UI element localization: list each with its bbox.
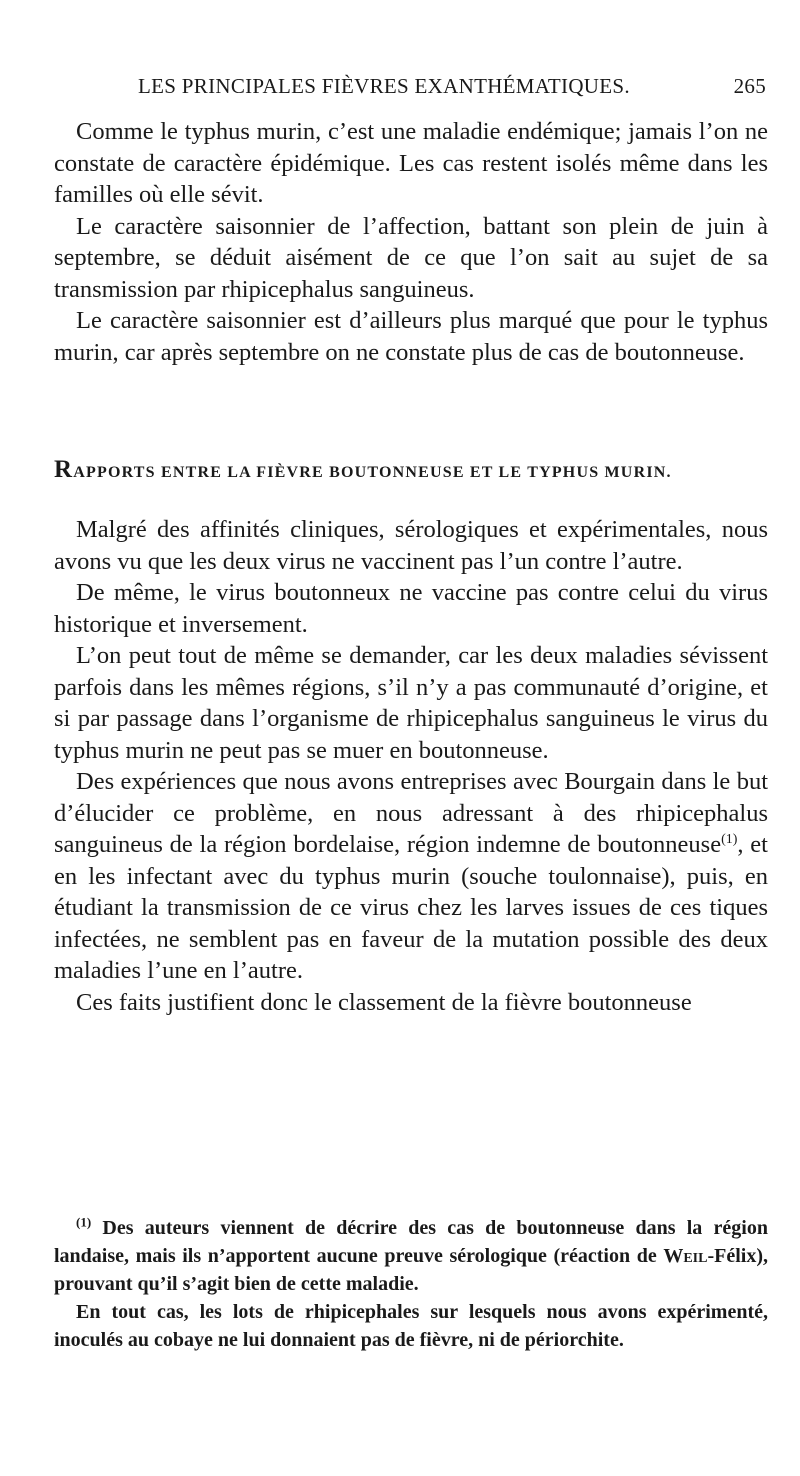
footnote-reference: (1) <box>721 831 738 847</box>
paragraph-seasonal-comparison: Le caractère saisonnier est d’ailleurs plus marqué que pour le typhus murin, car après septembre on ne constate plus de cas de boutonneuse. <box>54 307 768 366</box>
footnote-mark: (1) <box>76 1214 92 1230</box>
body-text-top <box>54 116 768 368</box>
footnote-2: En tout cas, les lots de rhipicephales sur lesquels nous avons expérimenté, inoculés au cobaye ne lui donnaient pas de fièvre, ni de périorchite. <box>54 1301 768 1351</box>
paragraph-vaccine: De même, le virus boutonneux ne vaccine pas contre celui du virus historique et inversement. <box>54 579 768 638</box>
experiments-text-start: Des expériences que nous avons entreprises avec Bourgain dans le but d’élucider ce problème, en nous adressant à des rhipicephalus sanguineus de la région bordelaise, région indemne de boutonneuse <box>54 768 768 858</box>
footnote-1-name: Weil <box>663 1245 708 1267</box>
page-number: 265 <box>733 74 766 98</box>
running-head <box>138 74 766 110</box>
paragraph-affinities: Malgré des affinités cliniques, sérologiques et expérimentales, nous avons vu que les deux virus ne vaccinent pas l’un contre l’autre. <box>54 516 768 575</box>
paragraph-common-origin: L’on peut tout de même se demander, car les deux maladies sévissent parfois dans les mêmes régions, s’il n’y a pas communauté d’origine, et si par passage dans l’organisme de rhipicephalus sanguineus le virus du typhus murin ne peut pas se muer en boutonneuse. <box>54 642 768 764</box>
section-heading-text: APPORTS ENTRE LA FIÈVRE BOUTONNEUSE ET LE TYPHUS MURIN. <box>73 464 672 481</box>
experiments-text-end: , et en les infectant avec du typhus murin (souche toulonnaise), puis, en étudiant la transmission de ce virus chez les larves issues de ces tiques infectées, ne semblent pas en faveur de la mutation possible des deux maladies l’une en l’autre. <box>54 831 768 984</box>
paragraph-endemic: Comme le typhus murin, c’est une maladie endémique; jamais l’on ne constate de caractère épidémique. Les cas restent isolés même dans les familles où elle sévit. <box>54 118 768 208</box>
body-text-bottom <box>54 514 768 1018</box>
footnote-1-text-end: -Félix), prouvant qu’il s’agit bien de cette maladie. <box>54 1245 768 1295</box>
paragraph-experiments <box>54 766 768 987</box>
section-heading-initial: R <box>54 456 74 483</box>
section-heading <box>54 456 768 484</box>
footnote-1 <box>54 1214 768 1298</box>
running-head-title: LES PRINCIPALES FIÈVRES EXANTHÉMATIQUES. <box>138 74 630 98</box>
paragraph-classification: Ces faits justifient donc le classement de la fièvre boutonneuse <box>76 988 692 1016</box>
paragraph-seasonal: Le caractère saisonnier de l’affection, battant son plein de juin à septembre, se déduit aisément de ce que l’on sait au sujet de sa transmission par rhipicephalus sanguineus. <box>54 212 768 303</box>
footnote-1-text-start: Des auteurs viennent de décrire des cas de boutonneuse dans la région landaise, mais ils n’apportent aucune preuve sérologique (réaction de <box>54 1217 768 1267</box>
footnotes <box>54 1214 768 1354</box>
